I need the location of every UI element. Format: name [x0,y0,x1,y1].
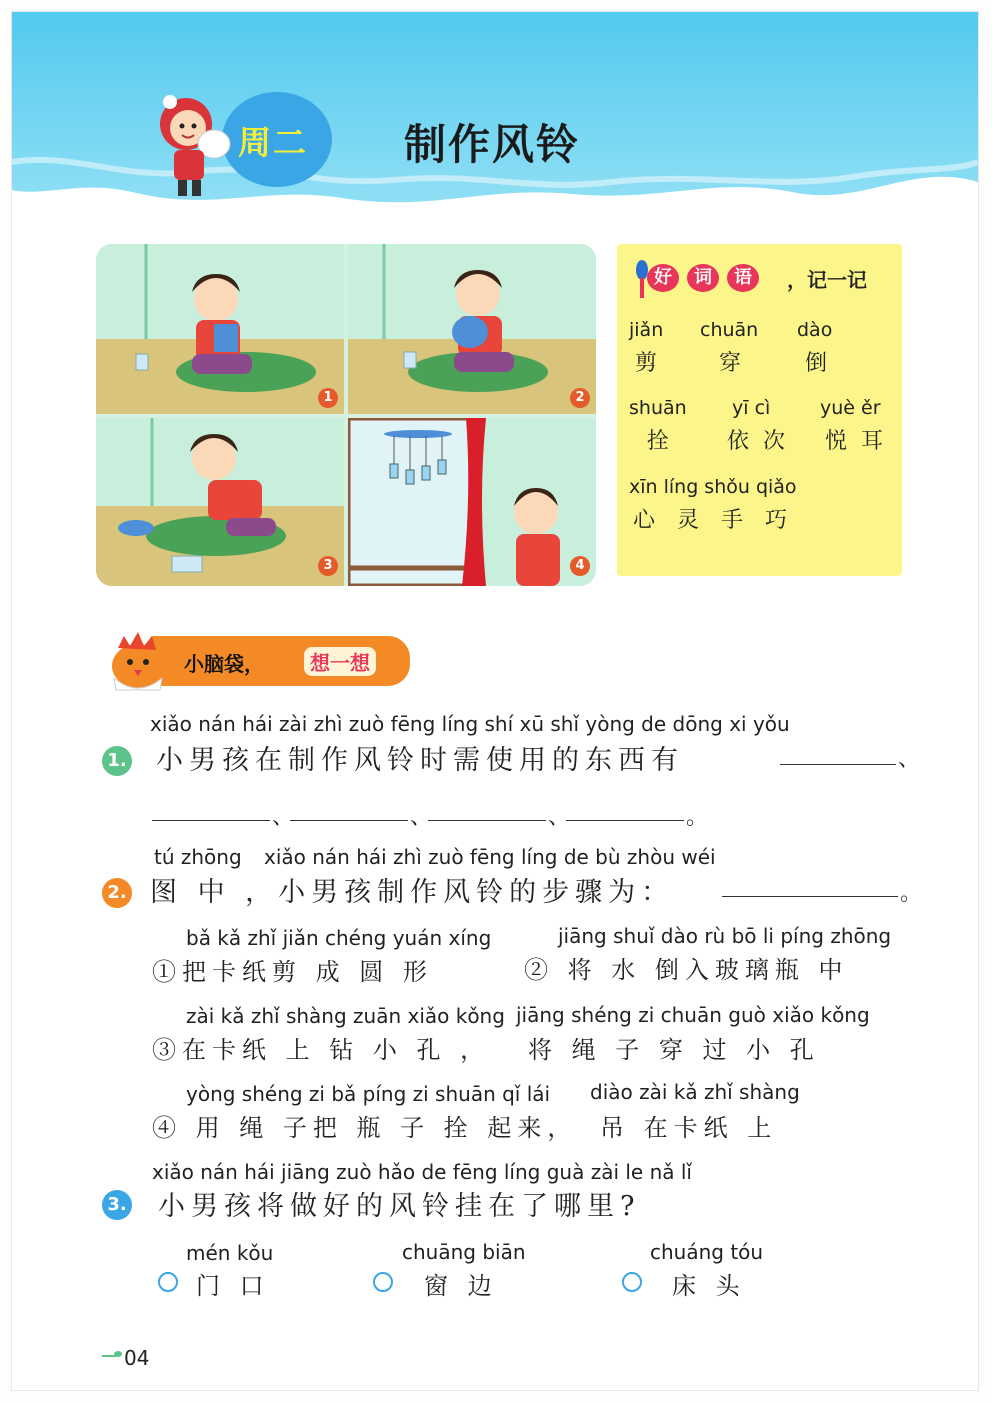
answer-blank[interactable] [780,764,896,765]
question-number-2: 2. [102,878,132,908]
question-number-3: 3. [102,1190,132,1220]
question-1-pinyin: xiǎo nán hái zài zhì zuò fēng líng shí xū shǐ yòng de dōng xi yǒu [150,712,790,736]
page-number: 04 [124,1346,150,1370]
section-banner [150,636,410,686]
vocab-word: 拴 [647,429,684,454]
separator: 、 [410,805,433,830]
option-pinyin: chuāng biān [402,1240,526,1264]
separator: 、 [272,805,295,830]
panel-number-3: 3 [318,556,338,576]
panel-number-2: 2 [570,388,590,408]
question-3-pinyin: xiǎo nán hái jiāng zuò hǎo de fēng líng guà zài le nǎ lǐ [152,1160,692,1184]
step-4[interactable]: ④ 用 绳 子把 瓶 子 拴 起来， [152,1114,578,1142]
answer-blank[interactable] [428,820,546,821]
step-pinyin: yòng shéng zi bǎ píng zi shuān qǐ lái [186,1082,551,1106]
question-number-1: 1. [102,746,132,776]
step-2[interactable]: ② 将 水 倒入玻璃瓶 中 [524,956,849,984]
vocab-pinyin: xīn líng shǒu qiǎo [629,476,797,498]
answer-blank[interactable] [566,820,684,821]
comic-illustration [96,244,596,586]
step-pinyin: bǎ kǎ zhǐ jiǎn chéng yuán xíng [186,926,492,950]
question-2-pinyin: tú zhōng [154,845,242,869]
page-header [12,12,978,217]
section-label: 小脑袋， [184,652,264,676]
option-label: 床 头 [672,1272,746,1300]
comic-panel-1 [96,244,344,414]
option-radio-men-kou[interactable] [158,1272,178,1292]
question-2-text: 图 中 ，小男孩制作风铃的步骤为： [150,877,675,908]
vocab-pinyin: yuè ěr [820,397,881,419]
vocab-word: 悦耳 [825,429,898,454]
vocab-tag-char-1: 好 [647,264,679,292]
page-title: 制作风铃 [404,120,581,169]
section-label-highlight: 想一想 [304,647,376,676]
vocab-pinyin: dào [797,319,833,341]
answer-blank[interactable] [722,896,898,897]
vocab-tag-char-3: 语 [727,264,759,292]
separator: 、 [898,747,921,772]
chick-icon [104,628,172,694]
option-label: 窗 边 [424,1272,498,1300]
vocab-pinyin: shuān [629,397,687,419]
comic-panel-2 [348,244,596,414]
comic-panel-3 [96,418,344,586]
vocab-pinyin: jiǎn [629,319,664,341]
question-3-text: 小男孩将做好的风铃挂在了哪里? [158,1191,641,1222]
day-label: 周二 [238,123,308,162]
vocab-word: 依次 [727,429,800,454]
step-pinyin: jiāng shéng zi chuān guò xiǎo kǒng [516,1003,870,1027]
mascot-girl-icon [148,88,234,204]
step-3[interactable]: ③在卡纸 上 钻 小 孔 ， [152,1036,491,1064]
separator: 、 [548,805,571,830]
step-4-continued: 吊 在卡纸 上 [600,1114,778,1142]
step-1[interactable]: ①把卡纸剪 成 圆 形 [152,958,433,986]
vocab-subtitle: ，记一记 [787,268,867,292]
vocab-pinyin: yī cì [732,397,771,419]
vocab-tag [647,264,795,292]
end-mark: 。 [900,881,923,906]
step-pinyin: zài kǎ zhǐ shàng zuān xiǎo kǒng [186,1004,505,1028]
vocab-word: 剪 [635,351,672,376]
option-pinyin: chuáng tóu [650,1240,764,1264]
option-pinyin: mén kǒu [186,1241,274,1265]
vocab-word: 穿 [719,351,756,376]
option-radio-chuang-bian[interactable] [373,1272,393,1292]
question-1-text: 小男孩在制作风铃时需使用的东西有 [156,745,684,776]
answer-blank[interactable] [290,820,408,821]
comic-panel-4 [348,418,596,586]
panel-number-1: 1 [318,388,338,408]
leaf-icon [102,1350,122,1362]
step-pinyin: jiāng shuǐ dào rù bō li píng zhōng [558,924,892,948]
question-2-pinyin: xiǎo nán hái zhì zuò fēng líng de bù zhòu wéi [264,845,716,869]
vocab-word: 倒 [805,351,842,376]
option-label: 门 口 [196,1272,270,1300]
panel-number-4: 4 [570,556,590,576]
vocab-word: 心灵手巧 [633,508,810,533]
end-mark: 。 [686,805,709,830]
answer-blank[interactable] [152,820,270,821]
option-radio-chuang-tou[interactable] [622,1272,642,1292]
vocab-pinyin: chuān [700,319,759,341]
step-pinyin: diào zài kǎ zhǐ shàng [590,1080,800,1104]
vocab-tag-char-2: 词 [687,264,719,292]
step-3-continued: 将 绳 子 穿 过 小 孔 [528,1036,820,1064]
vocab-box [617,244,902,576]
